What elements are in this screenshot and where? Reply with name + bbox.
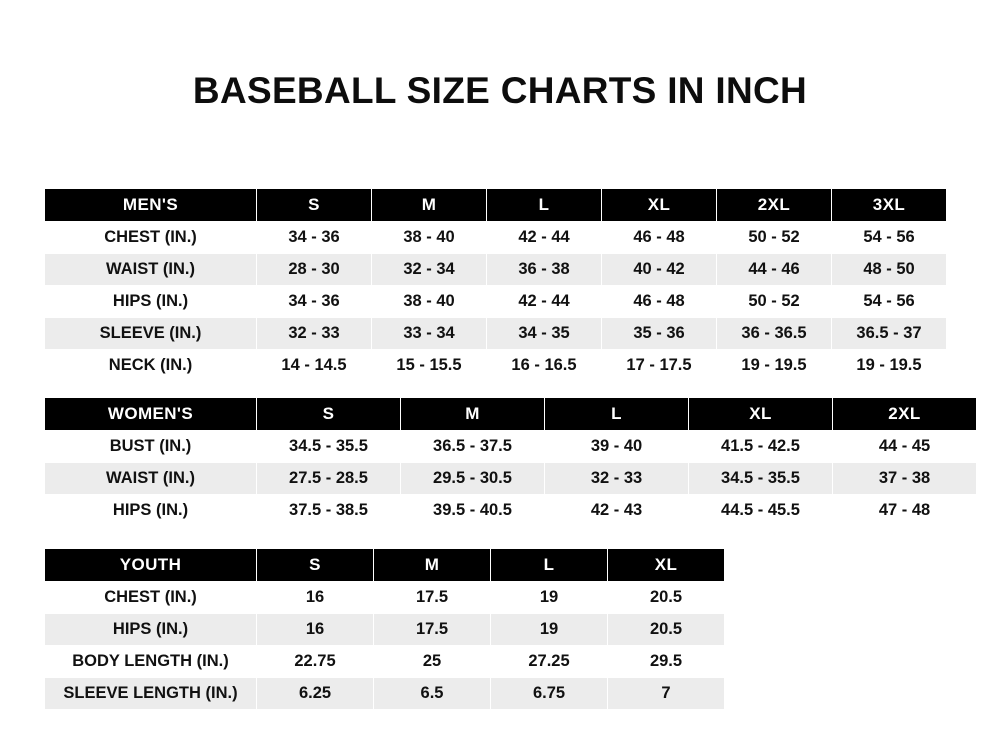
- cell: 44.5 - 45.5: [689, 495, 833, 527]
- cell: 6.25: [257, 678, 374, 710]
- table-row: [45, 350, 947, 382]
- cell: 34 - 36: [257, 286, 372, 318]
- row-label: SLEEVE LENGTH (IN.): [45, 678, 257, 710]
- row-label: HIPS (IN.): [45, 286, 257, 318]
- row-label: HIPS (IN.): [45, 495, 257, 527]
- cell: 38 - 40: [372, 286, 487, 318]
- row-label: HIPS (IN.): [45, 614, 257, 646]
- cell: 17.5: [374, 614, 491, 646]
- cell: 19 - 19.5: [717, 350, 832, 382]
- cell: 46 - 48: [602, 222, 717, 254]
- cell: 44 - 46: [717, 254, 832, 286]
- cell: 50 - 52: [717, 222, 832, 254]
- table-header-row: [45, 189, 947, 222]
- cell: 32 - 34: [372, 254, 487, 286]
- table-row: [45, 678, 725, 710]
- row-label: BODY LENGTH (IN.): [45, 646, 257, 678]
- column-header: XL: [608, 549, 725, 582]
- column-header: YOUTH: [45, 549, 257, 582]
- column-header: M: [401, 398, 545, 431]
- column-header: S: [257, 398, 401, 431]
- row-label: SLEEVE (IN.): [45, 318, 257, 350]
- cell: 47 - 48: [833, 495, 977, 527]
- cell: 19: [491, 614, 608, 646]
- cell: 33 - 34: [372, 318, 487, 350]
- cell: 20.5: [608, 614, 725, 646]
- row-label: WAIST (IN.): [45, 463, 257, 495]
- cell: 50 - 52: [717, 286, 832, 318]
- cell: 42 - 44: [487, 286, 602, 318]
- column-header: S: [257, 189, 372, 222]
- cell: 44 - 45: [833, 431, 977, 463]
- cell: 32 - 33: [257, 318, 372, 350]
- table-row: [45, 431, 977, 463]
- table-row: [45, 254, 947, 286]
- cell: 54 - 56: [832, 222, 947, 254]
- cell: 35 - 36: [602, 318, 717, 350]
- row-label: BUST (IN.): [45, 431, 257, 463]
- cell: 16: [257, 614, 374, 646]
- row-label: CHEST (IN.): [45, 222, 257, 254]
- table-row: [45, 286, 947, 318]
- cell: 48 - 50: [832, 254, 947, 286]
- youth-size-table: [44, 548, 725, 710]
- table-row: [45, 318, 947, 350]
- column-header: M: [374, 549, 491, 582]
- cell: 34.5 - 35.5: [689, 463, 833, 495]
- column-header: S: [257, 549, 374, 582]
- cell: 39 - 40: [545, 431, 689, 463]
- column-header: 3XL: [832, 189, 947, 222]
- cell: 37.5 - 38.5: [257, 495, 401, 527]
- cell: 19 - 19.5: [832, 350, 947, 382]
- row-label: WAIST (IN.): [45, 254, 257, 286]
- table-header-row: [45, 398, 977, 431]
- cell: 27.25: [491, 646, 608, 678]
- cell: 36 - 38: [487, 254, 602, 286]
- cell: 32 - 33: [545, 463, 689, 495]
- column-header: MEN'S: [45, 189, 257, 222]
- cell: 25: [374, 646, 491, 678]
- cell: 34 - 36: [257, 222, 372, 254]
- column-header: XL: [602, 189, 717, 222]
- cell: 41.5 - 42.5: [689, 431, 833, 463]
- column-header: WOMEN'S: [45, 398, 257, 431]
- cell: 6.5: [374, 678, 491, 710]
- table-row: [45, 582, 725, 614]
- cell: 37 - 38: [833, 463, 977, 495]
- cell: 39.5 - 40.5: [401, 495, 545, 527]
- cell: 34.5 - 35.5: [257, 431, 401, 463]
- mens-size-table: [44, 188, 947, 382]
- womens-size-table: [44, 397, 977, 527]
- cell: 42 - 44: [487, 222, 602, 254]
- cell: 36.5 - 37: [832, 318, 947, 350]
- cell: 22.75: [257, 646, 374, 678]
- cell: 38 - 40: [372, 222, 487, 254]
- cell: 36 - 36.5: [717, 318, 832, 350]
- cell: 6.75: [491, 678, 608, 710]
- table-row: [45, 495, 977, 527]
- cell: 14 - 14.5: [257, 350, 372, 382]
- cell: 17.5: [374, 582, 491, 614]
- cell: 29.5: [608, 646, 725, 678]
- cell: 34 - 35: [487, 318, 602, 350]
- page-title: BASEBALL SIZE CHARTS IN INCH: [192, 70, 808, 111]
- cell: 29.5 - 30.5: [401, 463, 545, 495]
- cell: 19: [491, 582, 608, 614]
- column-header: 2XL: [717, 189, 832, 222]
- row-label: NECK (IN.): [45, 350, 257, 382]
- column-header: XL: [689, 398, 833, 431]
- cell: 15 - 15.5: [372, 350, 487, 382]
- cell: 17 - 17.5: [602, 350, 717, 382]
- cell: 36.5 - 37.5: [401, 431, 545, 463]
- column-header: L: [491, 549, 608, 582]
- column-header: L: [545, 398, 689, 431]
- cell: 42 - 43: [545, 495, 689, 527]
- cell: 54 - 56: [832, 286, 947, 318]
- cell: 27.5 - 28.5: [257, 463, 401, 495]
- table-row: [45, 614, 725, 646]
- cell: 16 - 16.5: [487, 350, 602, 382]
- table-row: [45, 646, 725, 678]
- table-row: [45, 222, 947, 254]
- table-header-row: [45, 549, 725, 582]
- column-header: M: [372, 189, 487, 222]
- cell: 20.5: [608, 582, 725, 614]
- cell: 7: [608, 678, 725, 710]
- cell: 28 - 30: [257, 254, 372, 286]
- cell: 40 - 42: [602, 254, 717, 286]
- table-row: [45, 463, 977, 495]
- cell: 16: [257, 582, 374, 614]
- column-header: 2XL: [833, 398, 977, 431]
- column-header: L: [487, 189, 602, 222]
- cell: 46 - 48: [602, 286, 717, 318]
- row-label: CHEST (IN.): [45, 582, 257, 614]
